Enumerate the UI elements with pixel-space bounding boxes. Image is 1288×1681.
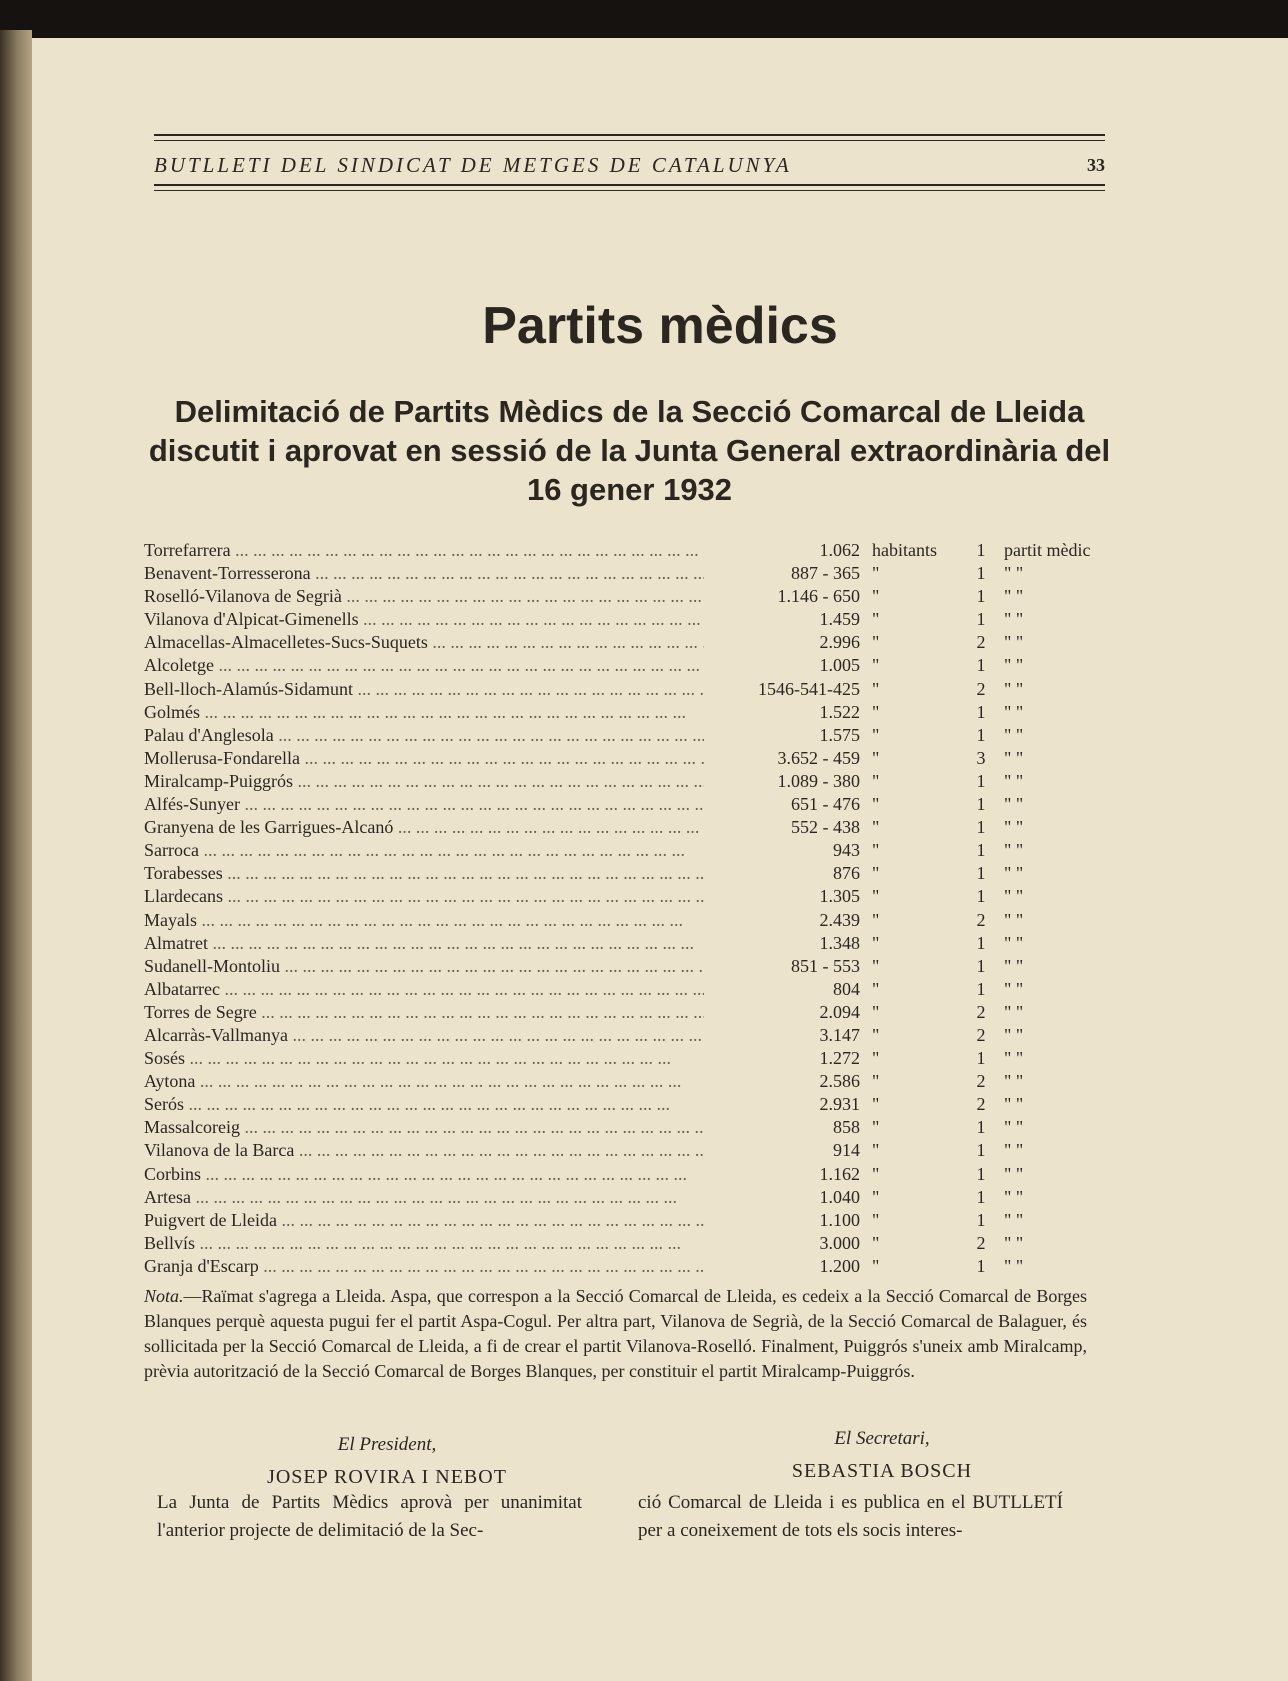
- table-row: [144, 1210, 1124, 1233]
- place-name: Miralcamp-Puiggrós ... .: [144, 771, 704, 792]
- unit-label: ": [872, 1094, 880, 1115]
- district-count: 1: [976, 724, 986, 745]
- count-label: " ": [1004, 1232, 1024, 1253]
- district-count: 2: [976, 1071, 986, 1092]
- place-name: Albatarrec ... .: [144, 979, 704, 1000]
- place-name: Corbins ... .: [144, 1164, 704, 1185]
- population: 804: [833, 978, 860, 999]
- unit-label: ": [872, 632, 880, 653]
- count-label: partit mèdic: [1004, 540, 1091, 560]
- population: 2.094: [819, 1001, 860, 1022]
- note-text: —Raïmat s'agrega a Lleida. Aspa, que correspon a la Secció Comarcal de Lleida, es cedeix a la Secció Comarcal de Borges Blanques perquè aquesta pugui fer el partit Aspa-Cogul. Per altra part, Vilanova de Segrià, de la Secció Comarcal de Balaguer, és sollicitada per la Secció Comarcal de Lleida, a fi de crear el partit Vilanova-Roselló. Finalment, Puiggrós s'uneix amb Miralcamp, prèvia autorització de la Secció Comarcal de Borges Blanques, per constituir el partit Miralcamp-Puiggrós.: [144, 1286, 1087, 1381]
- unit-label: ": [872, 932, 880, 953]
- count-label: " ": [1004, 978, 1024, 999]
- count-label: " ": [1004, 1024, 1024, 1045]
- unit-label: ": [872, 1117, 880, 1138]
- district-count: 1: [976, 609, 986, 630]
- unit-label: ": [872, 909, 880, 930]
- table-row: [144, 725, 1124, 748]
- president-name: JOSEP ROVIRA I NEBOT: [267, 1466, 507, 1488]
- place-name: Sarroca ... .: [144, 840, 704, 861]
- place-name: Bell-lloch-Alamús-Sidamunt ... .: [144, 679, 704, 700]
- unit-label: habitants: [872, 540, 937, 560]
- place-name: Granja d'Escarp ... .: [144, 1256, 704, 1277]
- district-count: 2: [976, 678, 986, 699]
- count-label: " ": [1004, 678, 1024, 699]
- count-label: " ": [1004, 747, 1024, 768]
- place-name: Torrefarrera ... .: [144, 540, 704, 561]
- count-label: " ": [1004, 1001, 1024, 1022]
- unit-label: ": [872, 563, 880, 584]
- secretary-role: El Secretari,: [834, 1428, 930, 1449]
- header-rule-bottom-thin: [154, 190, 1105, 191]
- place-name: Golmés ... .: [144, 702, 704, 723]
- count-label: " ": [1004, 1186, 1024, 1207]
- count-label: " ": [1004, 609, 1024, 630]
- header-rule-bottom: [154, 184, 1105, 186]
- place-name: Vilanova de la Barca ... .: [144, 1140, 704, 1161]
- unit-label: ": [872, 840, 880, 861]
- district-count: 2: [976, 1024, 986, 1045]
- place-name: Massalcoreig ... .: [144, 1117, 704, 1138]
- population: 2.996: [819, 632, 860, 653]
- table-row: [144, 1025, 1124, 1048]
- unit-label: ": [872, 609, 880, 630]
- population: 1.305: [819, 886, 860, 907]
- district-count: 2: [976, 1232, 986, 1253]
- unit-label: ": [872, 1024, 880, 1045]
- population: 876: [833, 863, 860, 884]
- unit-label: ": [872, 863, 880, 884]
- population: 1546-541-425: [758, 678, 860, 699]
- table-row: [144, 1094, 1124, 1117]
- population: 1.100: [819, 1209, 860, 1230]
- count-label: " ": [1004, 817, 1024, 838]
- table-row: [144, 586, 1124, 609]
- count-label: " ": [1004, 1094, 1024, 1115]
- population: 3.652 - 459: [777, 747, 860, 768]
- place-name: Alcarràs-Vallmanya ... .: [144, 1025, 704, 1046]
- place-name: Torres de Segre ... .: [144, 1002, 704, 1023]
- district-count: 2: [976, 1094, 986, 1115]
- table-row: [144, 1187, 1124, 1210]
- count-label: " ": [1004, 1048, 1024, 1069]
- place-name: Alcoletge ... .: [144, 655, 704, 676]
- district-count: 2: [976, 1001, 986, 1022]
- population: 651 - 476: [791, 794, 860, 815]
- population: 3.000: [819, 1232, 860, 1253]
- place-name: Roselló-Vilanova de Segrià ... .: [144, 586, 704, 607]
- district-count: 2: [976, 632, 986, 653]
- note-paragraph: [144, 1284, 1087, 1384]
- article-title: Partits mèdics: [482, 297, 838, 355]
- population: 1.272: [819, 1048, 860, 1069]
- unit-label: ": [872, 1071, 880, 1092]
- table-row: [144, 702, 1124, 725]
- place-name: Mayals ... .: [144, 910, 704, 931]
- population: 1.575: [819, 724, 860, 745]
- count-label: " ": [1004, 955, 1024, 976]
- president-role: El President,: [337, 1434, 437, 1455]
- article-subtitle: Delimitació de Partits Mèdics de la Secció Comarcal de Lleida discutit i aprovat en sessió de la Junta General extraordinària del 16 gener 1932: [148, 394, 1111, 507]
- unit-label: ": [872, 701, 880, 722]
- table-row: [144, 563, 1124, 586]
- president-signature: [222, 1434, 552, 1489]
- population: 2.439: [819, 909, 860, 930]
- district-count: 1: [976, 794, 986, 815]
- count-label: " ": [1004, 840, 1024, 861]
- table-row: [144, 1256, 1124, 1279]
- secretary-signature: [732, 1428, 1032, 1483]
- header-rule-top-thin: [154, 140, 1105, 141]
- place-name: Palau d'Anglesola ... .: [144, 725, 704, 746]
- place-name: Bellvís ... .: [144, 1233, 704, 1254]
- count-label: " ": [1004, 770, 1024, 791]
- unit-label: ": [872, 955, 880, 976]
- population: 1.089 - 380: [777, 770, 860, 791]
- count-label: " ": [1004, 632, 1024, 653]
- district-count: 1: [976, 886, 986, 907]
- unit-label: ": [872, 1186, 880, 1207]
- population: 3.147: [819, 1024, 860, 1045]
- population: 1.162: [819, 1163, 860, 1184]
- district-count: 1: [976, 932, 986, 953]
- place-name: Sudanell-Montoliu ... .: [144, 956, 704, 977]
- population: 1.005: [819, 655, 860, 676]
- place-name: Almacellas-Almacelletes-Sucs-Suquets ... .: [144, 632, 704, 653]
- place-name: Almatret ... .: [144, 933, 704, 954]
- population: 887 - 365: [791, 563, 860, 584]
- count-label: " ": [1004, 1255, 1024, 1276]
- population: 1.062: [819, 540, 860, 560]
- page-number: 33: [1087, 154, 1105, 175]
- unit-label: ": [872, 886, 880, 907]
- table-row: [144, 1233, 1124, 1256]
- unit-label: ": [872, 678, 880, 699]
- district-count: 1: [976, 1255, 986, 1276]
- table-row: [144, 886, 1124, 909]
- unit-label: ": [872, 1209, 880, 1230]
- count-label: " ": [1004, 1163, 1024, 1184]
- count-label: " ": [1004, 724, 1024, 745]
- district-count: 1: [976, 540, 986, 560]
- place-name: Granyena de les Garrigues-Alcanó ... .: [144, 817, 704, 838]
- count-label: " ": [1004, 794, 1024, 815]
- unit-label: ": [872, 1255, 880, 1276]
- book-spine-edge: [0, 30, 32, 1681]
- district-count: 3: [976, 747, 986, 768]
- population: 1.348: [819, 932, 860, 953]
- place-name: Alfés-Sunyer ... .: [144, 794, 704, 815]
- place-name: Sosés ... .: [144, 1048, 704, 1069]
- table-row: [144, 748, 1124, 771]
- unit-label: ": [872, 1048, 880, 1069]
- population: 552 - 438: [791, 817, 860, 838]
- unit-label: ": [872, 794, 880, 815]
- note-label: Nota.: [144, 1286, 184, 1306]
- unit-label: ": [872, 817, 880, 838]
- district-count: 1: [976, 586, 986, 607]
- table-row: [144, 1071, 1124, 1094]
- table-row: [144, 794, 1124, 817]
- unit-label: ": [872, 1001, 880, 1022]
- district-count: 1: [976, 863, 986, 884]
- table-row: [144, 1048, 1124, 1071]
- closing-column-right: ció Comarcal de Lleida i es publica en el BUTLLETÍ per a coneixement de tots els socis interes-: [638, 1492, 1063, 1541]
- district-count: 1: [976, 1186, 986, 1207]
- place-name: Puigvert de Lleida ... .: [144, 1210, 704, 1231]
- count-label: " ": [1004, 1209, 1024, 1230]
- table-row: [144, 1002, 1124, 1025]
- unit-label: ": [872, 1163, 880, 1184]
- table-row: [144, 863, 1124, 886]
- table-row: [144, 1140, 1124, 1163]
- unit-label: ": [872, 586, 880, 607]
- district-count: 1: [976, 1140, 986, 1161]
- district-count: 1: [976, 1117, 986, 1138]
- population: 858: [833, 1117, 860, 1138]
- document-page: [32, 38, 1288, 1681]
- table-row: [144, 540, 1124, 563]
- place-name: Vilanova d'Alpicat-Gimenells ... .: [144, 609, 704, 630]
- district-count: 1: [976, 955, 986, 976]
- count-label: " ": [1004, 886, 1024, 907]
- population: 2.586: [819, 1071, 860, 1092]
- unit-label: ": [872, 1232, 880, 1253]
- place-name: Serós ... .: [144, 1094, 704, 1115]
- header-rule-top: [154, 134, 1105, 136]
- count-label: " ": [1004, 563, 1024, 584]
- unit-label: ": [872, 724, 880, 745]
- population: 943: [833, 840, 860, 861]
- population: 1.200: [819, 1255, 860, 1276]
- unit-label: ": [872, 747, 880, 768]
- count-label: " ": [1004, 655, 1024, 676]
- table-row: [144, 609, 1124, 632]
- running-title: BUTLLETI DEL SINDICAT DE METGES DE CATALUNYA: [154, 152, 792, 177]
- place-name: Llardecans ... .: [144, 886, 704, 907]
- place-name: Mollerusa-Fondarella ... .: [144, 748, 704, 769]
- medical-districts-table: [144, 540, 1124, 1279]
- district-count: 1: [976, 1163, 986, 1184]
- table-row: [144, 632, 1124, 655]
- running-header: [154, 150, 1105, 180]
- table-row: [144, 1164, 1124, 1187]
- district-count: 1: [976, 563, 986, 584]
- count-label: " ": [1004, 909, 1024, 930]
- district-count: 1: [976, 817, 986, 838]
- unit-label: ": [872, 770, 880, 791]
- population: 914: [833, 1140, 860, 1161]
- population: 851 - 553: [791, 955, 860, 976]
- count-label: " ": [1004, 1117, 1024, 1138]
- count-label: " ": [1004, 701, 1024, 722]
- closing-column-left: La Junta de Partits Mèdics aprovà per unanimitat l'anterior projecte de delimitació de la Sec-: [157, 1492, 582, 1541]
- population: 1.522: [819, 701, 860, 722]
- secretary-name: SEBASTIA BOSCH: [791, 1460, 973, 1482]
- district-count: 1: [976, 770, 986, 791]
- population: 1.040: [819, 1186, 860, 1207]
- table-row: [144, 817, 1124, 840]
- population: 1.146 - 650: [777, 586, 860, 607]
- unit-label: ": [872, 1140, 880, 1161]
- table-row: [144, 679, 1124, 702]
- district-count: 1: [976, 655, 986, 676]
- district-count: 1: [976, 978, 986, 999]
- district-count: 1: [976, 840, 986, 861]
- table-row: [144, 655, 1124, 678]
- count-label: " ": [1004, 932, 1024, 953]
- count-label: " ": [1004, 863, 1024, 884]
- population: 2.931: [819, 1094, 860, 1115]
- table-row: [144, 933, 1124, 956]
- count-label: " ": [1004, 1140, 1024, 1161]
- count-label: " ": [1004, 1071, 1024, 1092]
- table-row: [144, 956, 1124, 979]
- place-name: Benavent-Torresserona ... .: [144, 563, 704, 584]
- district-count: 1: [976, 1048, 986, 1069]
- place-name: Torabesses ... .: [144, 863, 704, 884]
- table-row: [144, 840, 1124, 863]
- place-name: Aytona ... .: [144, 1071, 704, 1092]
- table-row: [144, 979, 1124, 1002]
- district-count: 1: [976, 701, 986, 722]
- district-count: 2: [976, 909, 986, 930]
- unit-label: ": [872, 978, 880, 999]
- district-count: 1: [976, 1209, 986, 1230]
- table-row: [144, 771, 1124, 794]
- unit-label: ": [872, 655, 880, 676]
- table-row: [144, 910, 1124, 933]
- table-row: [144, 1117, 1124, 1140]
- population: 1.459: [819, 609, 860, 630]
- count-label: " ": [1004, 586, 1024, 607]
- place-name: Artesa ... .: [144, 1187, 704, 1208]
